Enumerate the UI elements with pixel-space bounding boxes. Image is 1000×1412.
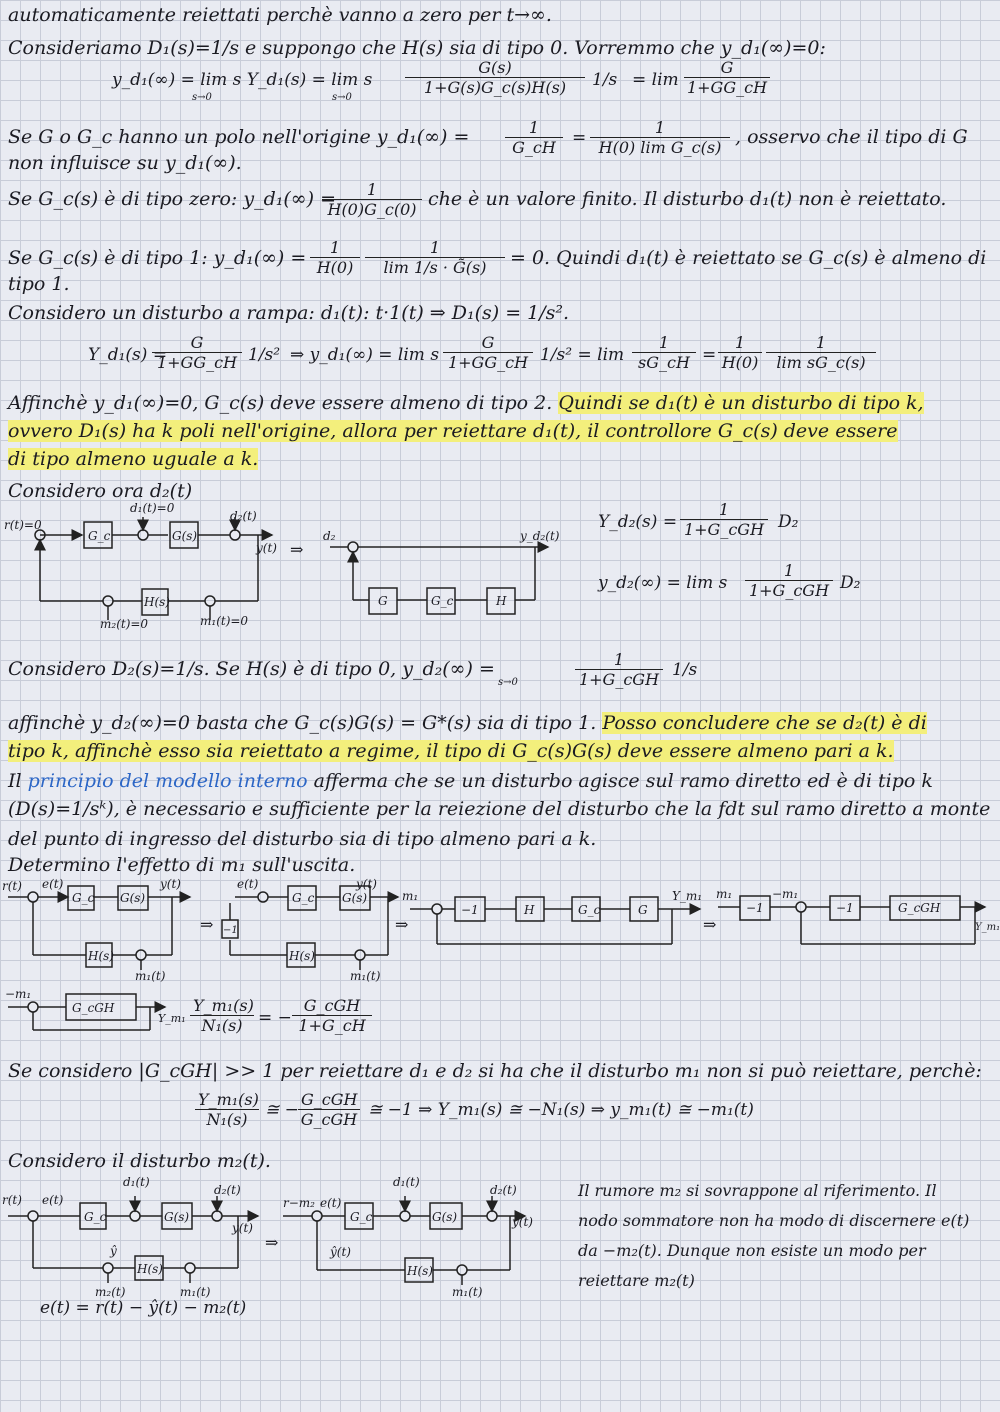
block-label: H(s) [137,1262,163,1276]
diagram-label: d₂(t) [490,1183,517,1197]
block-label: G_c [292,891,315,905]
fraction: $\frac{1}{G\_cH}$ [505,118,563,157]
text-line: Considero D₂(s)=1/s. Se H(s) è di tipo 0, y_d₂(∞) = [8,658,495,680]
diagram-label: r−m₂ [283,1196,315,1210]
note-line: da −m₂(t). Dunque non esiste un modo per [578,1241,926,1260]
text-line: = 0. Quindi d₁(t) è reiettato se G_c(s) è almeno di [510,247,987,269]
arrow: ⇒ [290,540,304,559]
diagram-label: y_d₂(t) [520,529,560,543]
block-label: −1 [746,901,764,915]
fraction: $\frac{1}{H(0)}$ [718,333,762,372]
diagram-label: d₁(t) [123,1175,150,1189]
note-line: Il rumore m₂ si sovrappone al riferimento. Il [578,1181,937,1200]
block-label: H(s) [88,949,114,963]
text-line: Considero un disturbo a rampa: d₁(t): t·1(t) ⇒ D₁(s) = 1/s². [8,302,570,324]
diagram-label: r(t) [2,1193,22,1207]
block-label: G(s) [164,1210,190,1224]
diagram-label: r(t)=0 [4,518,42,532]
arrow: ⇒ [200,915,214,934]
arrow: ⇒ [265,1233,279,1252]
one-over-s2: 1/s² = lim [540,345,625,365]
diagram-label: d₁(t)=0 [130,501,175,515]
diagram-label: e(t) [237,877,259,891]
text-line: che è un valore finito. Il disturbo d₁(t) non è reiettato. [428,188,947,210]
text-line: , osservo che il tipo di G [735,126,968,148]
text-line: Determino l'effetto di m₁ sull'uscita. [8,854,356,876]
text-line: Considero il disturbo m₂(t). [8,1150,271,1172]
fraction: $\frac{G}{1+GG\_cH}$ [443,333,533,372]
text-line: del punto di ingresso del disturbo sia di tipo almeno pari a k. [8,828,597,850]
block-label: G_cGH [72,1001,115,1015]
equals-minus: = − [258,1008,292,1028]
block-label: G(s) [120,891,146,905]
fraction: $\frac{G(s)}{1+G(s)G\_c(s)H(s)}$ [405,58,585,97]
block-label: H(s) [144,595,170,609]
block-label: G_c [350,1210,373,1224]
diagram-label: d₂(t) [230,509,257,523]
fraction: $\frac{1}{H(0)}$ [310,238,360,277]
block-label: −1 [461,903,479,917]
diagram-label: e(t) [42,877,64,891]
text-line: di tipo almeno uguale a k. [8,448,259,470]
diagram-label: e(t) [42,1193,64,1207]
block-label: H(s) [289,949,315,963]
block-label: G_c [72,891,95,905]
diagram-label: Y_m₁ [158,1012,186,1025]
equals: = [702,345,717,365]
diagram-label: d₂ [323,529,336,543]
text-line: affinchè y_d₂(∞)=0 basta che G_c(s)G(s) = G*(s) sia di tipo 1. Posso concludere che se d₂(t) è di [8,712,927,734]
text-line: (D(s)=1/sᵏ), è necessario e sufficiente per la reiezione del disturbo che la fdt sul ramo diretto a monte [8,798,991,820]
diagram-label: d₁(t) [393,1175,420,1189]
block-label: G(s) [172,529,198,543]
equation-yd2-inf: y_d₂(∞) = lim s [598,573,728,593]
e-definition: e(t) = r(t) − ŷ(t) − m₂(t) [40,1298,247,1318]
fraction: 1 1+G_cGH [680,500,768,539]
diagram-label: r(t) [2,879,22,893]
note-line: nodo sommatore non ha modo di discernere e(t) [578,1211,970,1230]
block-label: G(s) [432,1210,458,1224]
text-line: Se G o G_c hanno un polo nell'origine y_d₁(∞) = [8,126,470,148]
diagram-label: m₂(t)=0 [100,617,149,631]
equation-yd2: Y_d₂(s) = [598,512,678,532]
block-label: G_c [578,903,601,917]
diagram-label: m₁(t) [135,969,166,983]
diagram-label: ŷ(t) [330,1245,351,1259]
diagram-label: m₁(t) [452,1285,483,1299]
text-line: Consideriamo D₁(s)=1/s e suppongo che H(s) sia di tipo 0. Vorremmo che y_d₁(∞)=0: [8,37,826,59]
block-label: G [638,903,648,917]
text-line: Se G_c(s) è di tipo 1: y_d₁(∞) = [8,247,307,269]
equation-ramp: Y_d₁(s) = [88,345,168,365]
diagram-label: m₁ [716,887,733,901]
diagram-label: d₂(t) [214,1183,241,1197]
diagram-label: Y_m₁ [672,889,703,903]
one-over-s: 1/s [672,660,698,680]
text-line: non influisce su y_d₁(∞). [8,152,242,174]
fraction: 1 1+G_cGH [745,561,833,600]
diagram-label: −m₁ [772,887,799,901]
text-line: Il principio del modello interno afferma che se un disturbo agisce sul ramo diretto ed è di tipo k [8,770,933,792]
equals: = [572,128,587,148]
diagram-label: y(t) [160,877,181,891]
block-label: H [524,903,535,917]
text-line: Considero ora d₂(t) [8,480,193,502]
one-over-s: 1/s [592,70,618,90]
text-line: Affinchè y_d₁(∞)=0, G_c(s) deve essere almeno di tipo 2. Quindi se d₁(t) è un disturbo di tipo k, [8,392,924,414]
text-line: Se considero |G_cGH| >> 1 per reiettare d₁ e d₂ si ha che il disturbo m₁ non si può reiettare, perchè: [8,1060,982,1082]
fraction: $\frac{1}{\text{lim sG\_c(s)}}$ [766,333,876,372]
note-line: reiettare m₂(t) [578,1271,695,1290]
fraction: G_cGH 1+G_cH [292,996,372,1035]
block-label: H [496,594,507,608]
D2: D₂ [778,512,799,532]
fraction: $\frac{\text{Y\_m₁(s)}}{\text{N₁(s)}}$ [190,996,254,1035]
one-over-s2: 1/s² [248,345,281,365]
equation-ramp-mid: ⇒ y_d₁(∞) = lim s [290,345,440,365]
block-label: −1 [223,925,238,936]
lim-label: = lim [632,70,679,90]
diagram-label: m₁(t) [180,1285,211,1299]
fraction: $\frac{1}{\text{H(0) lim G\_c(s)}}$ [590,118,730,157]
block-label: G_c [88,529,111,543]
fraction: 1 1+G_cGH [575,650,663,689]
fraction: $\frac{1}{sG\_cH}$ [632,333,696,372]
lim-subscript: s→0 [332,92,352,103]
approx-result: ≅ −1 ⇒ Y_m₁(s) ≅ −N₁(s) ⇒ y_m₁(t) ≅ −m₁(t) [368,1100,754,1120]
lim-subscript: s→0 [192,92,212,103]
arrow: ⇒ [395,915,409,934]
text-line: tipo k, affinchè esso sia reiettato a regime, il tipo di G_c(s)G(s) deve essere almeno pari a k. [8,740,894,762]
D2: D₂ [840,573,861,593]
text-line: automaticamente reiettati perchè vanno a zero per t→∞. [8,4,552,26]
diagram-label: y(t) [256,541,277,555]
diagram-label: m₁(t)=0 [200,614,249,628]
block-label: −1 [836,901,854,915]
fraction: $\frac{1}{H(0)G\_c(0)}$ [322,180,422,219]
arrow: ⇒ [703,915,717,934]
block-label: H(s) [407,1264,433,1278]
diagram-label: Y_m₁ [975,922,1000,933]
diagram-label: −m₁ [5,987,32,1001]
fraction: $\frac{\text{Y\_m₁(s)}}{\text{N₁(s)}}$ [195,1090,259,1129]
diagram-label: m₂(t) [95,1285,126,1299]
diagram-label: m₁ [402,889,419,903]
diagram-label: y(t) [356,877,377,891]
fraction: $\frac{G}{1+GG\_cH}$ [152,333,242,372]
fraction: G_cGH G_cGH [298,1090,360,1129]
fraction: $\frac{1}{\lim 1/s \cdot G̃(s)}$ [365,238,505,277]
block-label: G [378,594,388,608]
approx-sign: ≅ − [265,1100,299,1120]
diagram-label: y(t) [232,1221,253,1235]
text-line: ovvero D₁(s) ha k poli nell'origine, allora per reiettare d₁(t), il controllore G_c(s) deve essere [8,420,898,442]
block-label: G_cGH [898,901,941,915]
lim-subscript: s→0 [498,677,518,688]
block-label: G_c [84,1210,107,1224]
equation-yd1-limit: y_d₁(∞) = lim s Y_d₁(s) = lim s [112,70,373,90]
block-label: G(s) [342,891,368,905]
diagram-label: ŷ [110,1244,117,1258]
text-line: Se G_c(s) è di tipo zero: y_d₁(∞) = [8,188,336,210]
text-line: tipo 1. [8,273,70,295]
diagram-label: m₁(t) [350,969,381,983]
fraction: $\frac{G}{1+GG\_cH}$ [684,58,770,97]
diagram-label: e(t) [320,1196,342,1210]
block-label: G_c [431,594,454,608]
diagram-label: y(t) [512,1215,533,1229]
